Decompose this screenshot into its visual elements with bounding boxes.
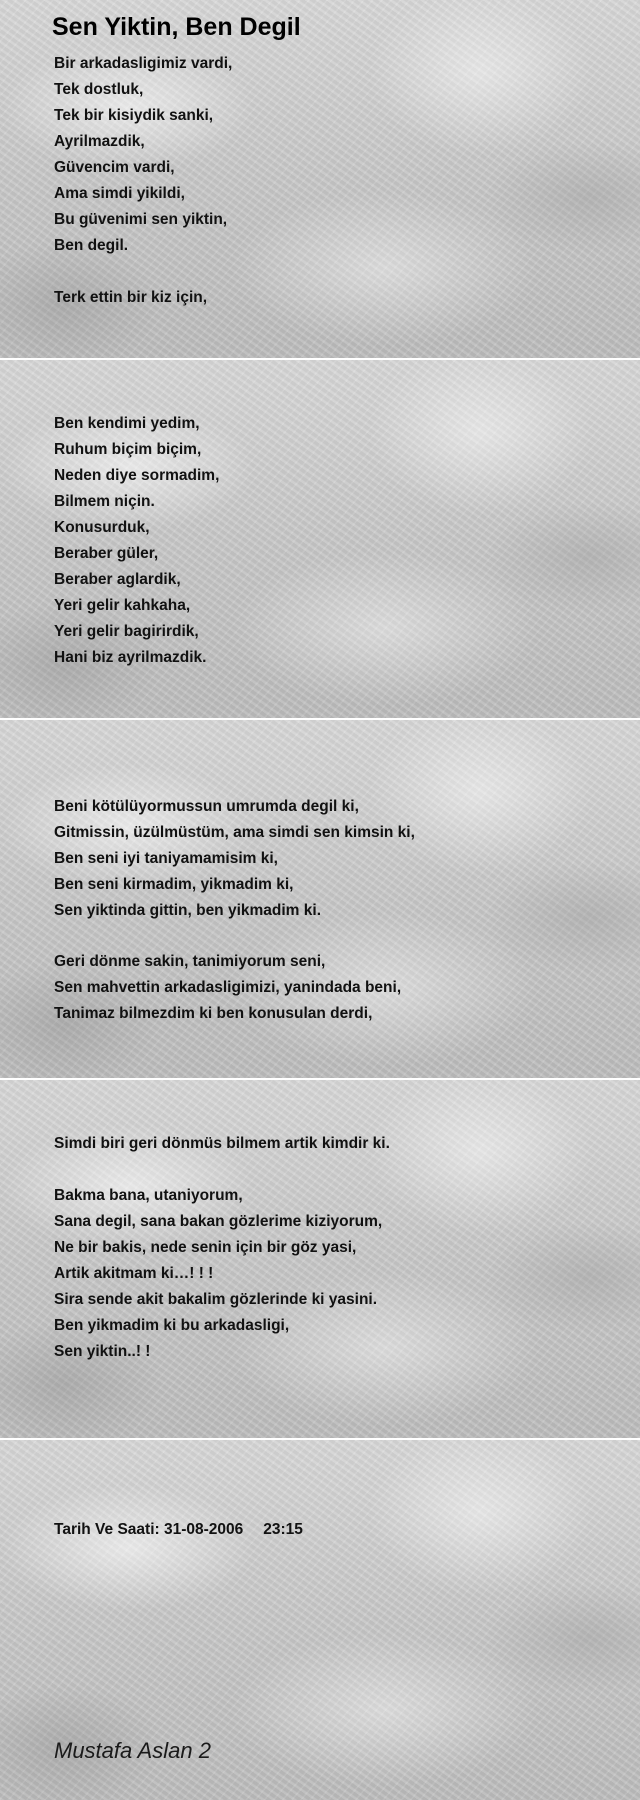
poem-datestamp (54, 1517, 303, 1543)
stanza-1 (54, 51, 232, 259)
poem-line: Konusurduk, (54, 519, 150, 536)
date-label: Tarih Ve Saati: 31-08-2006 (54, 1521, 244, 1538)
poem-line: Geri dönme sakin, tanimiyorum seni, (54, 953, 326, 970)
author-signature: Mustafa Aslan 2 (54, 1738, 211, 1763)
poem-line: Bilmem niçin. (54, 493, 155, 510)
poem-line: Bakma bana, utaniyorum, (54, 1187, 243, 1204)
time-label: 23:15 (263, 1521, 303, 1538)
poem-line: Gitmissin, üzülmüstüm, ama simdi sen kimsin ki, (54, 824, 415, 841)
stanza-4 (54, 794, 415, 924)
poem-line: Sen mahvettin arkadasligimizi, yanindada beni, (54, 979, 402, 996)
poem-line: Neden diye sormadim, (54, 467, 220, 484)
poem-line: Yeri gelir bagirirdik, (54, 623, 199, 640)
poem-line: Bu güvenimi sen yiktin, (54, 211, 228, 228)
poem-line: Yeri gelir kahkaha, (54, 597, 191, 614)
poem-line: Simdi biri geri dönmüs bilmem artik kimdir ki. (54, 1135, 390, 1152)
stanza-7 (54, 1183, 382, 1365)
stanza-3 (54, 411, 219, 671)
poem-line: Ruhum biçim biçim, (54, 441, 202, 458)
poem-line: Sen yiktin..! ! (54, 1343, 151, 1360)
poem-line: Ama simdi yikildi, (54, 185, 185, 202)
poem-line: Sana degil, sana bakan gözlerime kiziyorum, (54, 1213, 383, 1230)
poem-line: Sira sende akit bakalim gözlerinde ki yasini. (54, 1291, 378, 1308)
poem-line: Güvencim vardi, (54, 159, 175, 176)
poem-line: Beraber güler, (54, 545, 159, 562)
stanza-2 (54, 285, 207, 311)
poem-line: Ayrilmazdik, (54, 133, 145, 150)
poem-line: Ne bir bakis, nede senin için bir göz yasi, (54, 1239, 357, 1256)
poem-line: Beraber aglardik, (54, 571, 181, 588)
poem-line: Tek dostluk, (54, 81, 144, 98)
poem-line: Ben yikmadim ki bu arkadasligi, (54, 1317, 290, 1334)
poem-line: Ben degil. (54, 237, 129, 254)
poem-line: Sen yiktinda gittin, ben yikmadim ki. (54, 902, 322, 919)
poem-line: Ben seni iyi taniyamamisim ki, (54, 850, 278, 867)
poem-line: Artik akitmam ki…! ! ! (54, 1265, 214, 1282)
poem-line: Tanimaz bilmezdim ki ben konusulan derdi, (54, 1005, 373, 1022)
poem-title: Sen Yiktin, Ben Degil (52, 13, 301, 41)
stanza-5 (54, 949, 401, 1027)
poem-line: Tek bir kisiydik sanki, (54, 107, 214, 124)
poem-line: Bir arkadasligimiz vardi, (54, 55, 233, 72)
stanza-6 (54, 1131, 390, 1157)
poem-line: Ben kendimi yedim, (54, 415, 200, 432)
poem-line: Hani biz ayrilmazdik. (54, 649, 207, 666)
poem-line: Beni kötülüyormussun umrumda degil ki, (54, 798, 359, 815)
poem-line: Terk ettin bir kiz için, (54, 289, 208, 306)
poem-line: Ben seni kirmadim, yikmadim ki, (54, 876, 294, 893)
